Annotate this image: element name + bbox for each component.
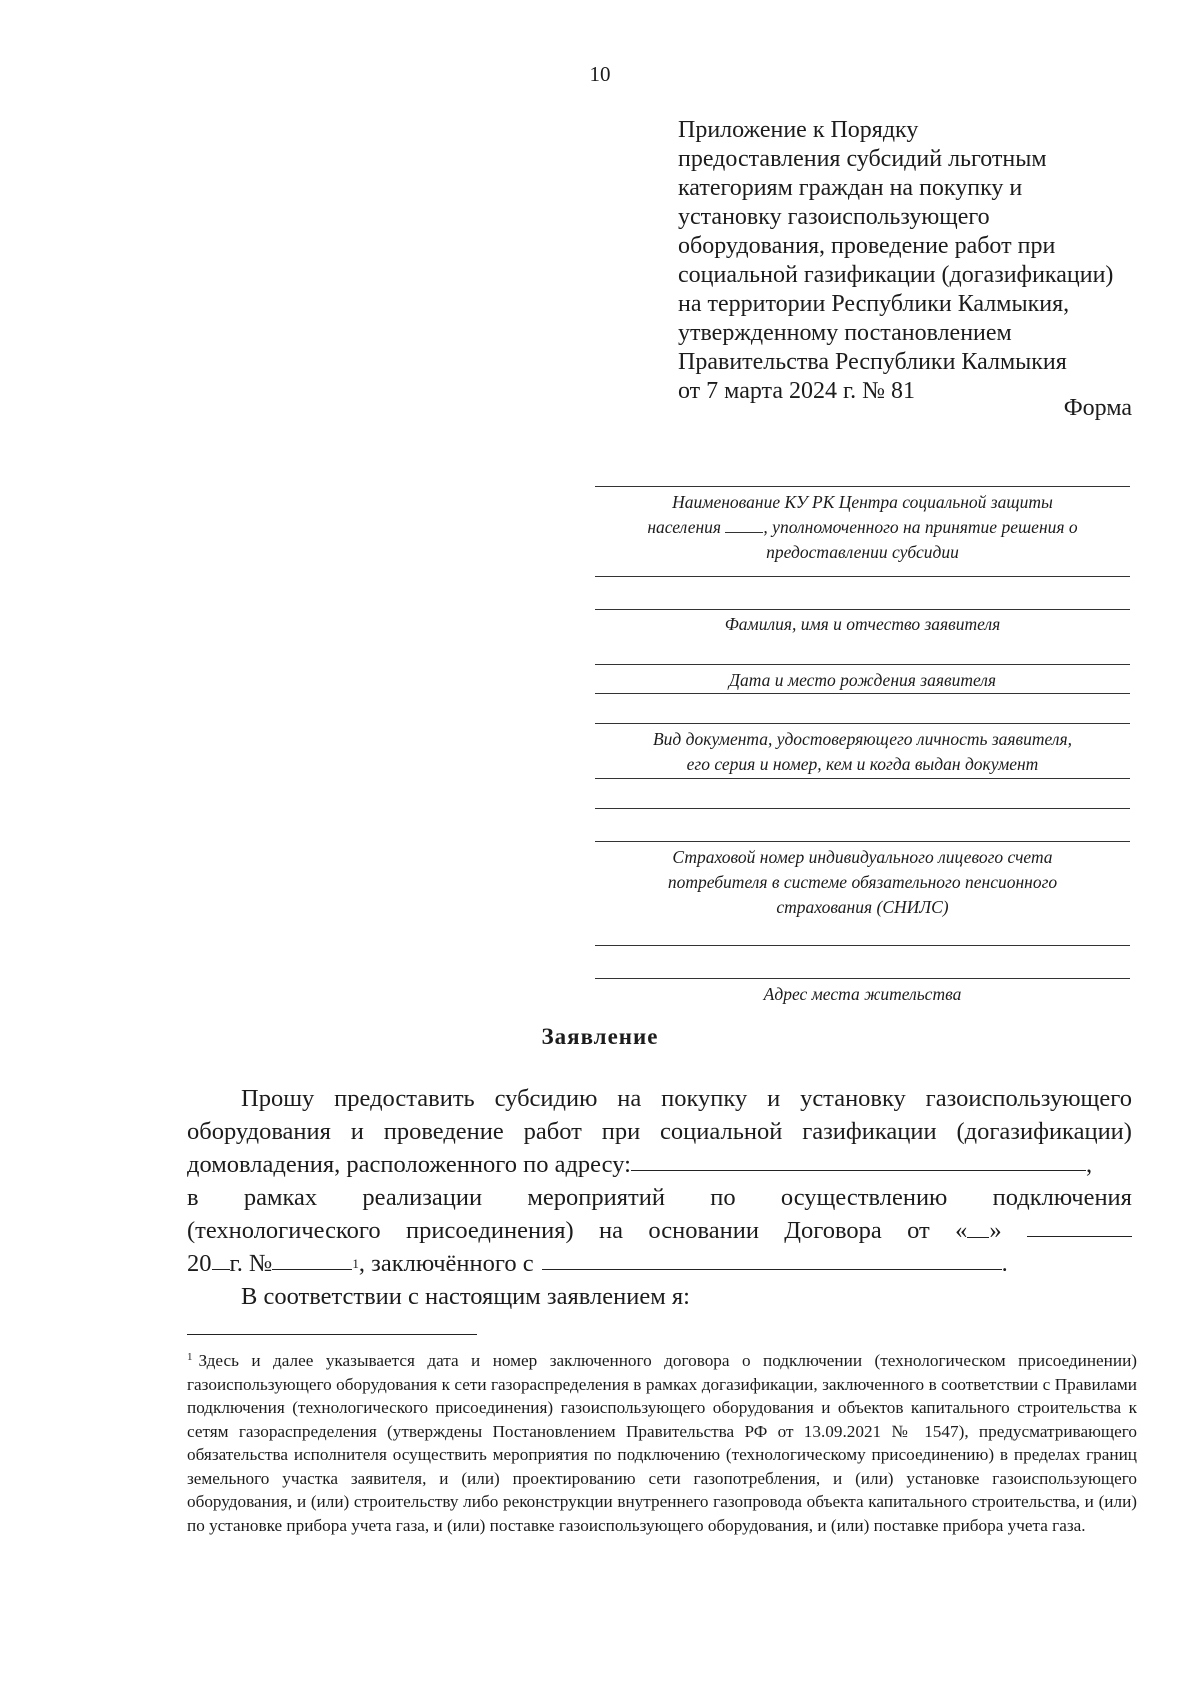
word: (догазификации) [956, 1118, 1132, 1145]
snils-caption-line: страхования (СНИЛС) [776, 897, 949, 917]
contract-number-blank[interactable] [272, 1247, 352, 1270]
word: при [601, 1118, 641, 1145]
id-doc-caption [595, 727, 1130, 777]
year-prefix: 20 [187, 1250, 212, 1277]
authority-caption-part: населения [647, 517, 722, 537]
word: оборудования [187, 1118, 331, 1145]
contractor-label: , заключённого с [358, 1250, 534, 1277]
appendix-line: оборудования, проведение работ при [678, 233, 1056, 259]
footnote-ref: 1 [352, 1256, 359, 1271]
footnote [187, 1346, 1137, 1537]
appendix-line: от 7 марта 2024 г. № 81 [678, 378, 915, 404]
contract-day-blank[interactable] [967, 1215, 989, 1238]
body-line-4 [187, 1181, 1132, 1214]
footnote-marker: 1 [187, 1351, 193, 1363]
district-blank[interactable] [725, 516, 763, 533]
address-label: домовладения, расположенного по адресу: [187, 1151, 631, 1178]
document-title: Заявление [541, 1024, 659, 1049]
body-line-2 [187, 1115, 1132, 1148]
id-doc-field-line[interactable] [595, 723, 1130, 724]
word: от [907, 1217, 930, 1244]
snils-field-line[interactable] [595, 841, 1130, 842]
word: субсидию [494, 1085, 598, 1112]
word: присоединения) [405, 1217, 574, 1244]
snils-field-line[interactable] [595, 808, 1130, 809]
word: мероприятий [527, 1184, 665, 1211]
snils-caption-line: потребителя в системе обязательного пенсионного [667, 872, 1058, 892]
word: рамках [243, 1184, 318, 1211]
application-body [187, 1082, 1132, 1313]
word: Прошу [241, 1085, 315, 1112]
punctuation: . [1001, 1250, 1008, 1277]
word: социальной [660, 1118, 783, 1145]
contractor-blank[interactable] [542, 1247, 1002, 1270]
number-label: г. № [229, 1250, 273, 1277]
fio-caption: Фамилия, имя и отчество заявителя [724, 614, 1001, 634]
appendix-line: Правительства Республики Калмыкия [678, 349, 1067, 375]
form-label: Форма [1063, 395, 1132, 421]
contract-day [955, 1214, 1002, 1247]
appendix-header [678, 116, 1148, 406]
word: осуществлению [780, 1184, 948, 1211]
fio-field-line[interactable] [595, 609, 1130, 610]
body-line-3 [187, 1148, 1132, 1181]
address-blank[interactable] [631, 1148, 1086, 1171]
authority-caption [595, 490, 1130, 565]
authority-caption-line [595, 515, 1130, 540]
word: на [617, 1085, 642, 1112]
word: Договора [784, 1217, 882, 1244]
word: газификации [802, 1118, 937, 1145]
id-doc-field-line[interactable] [595, 778, 1130, 779]
address-field-line[interactable] [595, 978, 1130, 979]
birth-caption: Дата и место рождения заявителя [728, 670, 997, 690]
authority-caption-part: , уполномоченного на принятие решения о [763, 517, 1078, 537]
authority-caption-line: предоставлении субсидии [766, 542, 959, 562]
word: подключения [992, 1184, 1132, 1211]
appendix-line: предоставления субсидий льготным [678, 146, 1047, 172]
word: в [187, 1184, 199, 1211]
address-caption: Адрес места жительства [763, 984, 962, 1004]
footnote-text: Здесь и далее указывается дата и номер заключенного договора о подключении (технологическом присоединении) газоиспользующего оборудования к сети газораспределения в рамках догазификации, заключенного в соответствии с Правилами подключения (технологического присоединения) газоиспользующего оборудования и объектов капитального строительства к сетям газораспределения (утверждены Постановлением Правительства РФ от 13.09.2021 № 1547), предусматривающего обязательства исполнителя осуществить мероприятия по подключению (технологическому присоединению) в пределах границ земельного участка заявителя, и (или) проектированию сети газопотребления, и (или) установке газоиспользующего оборудования, и (или) строительству либо реконструкции внутреннего газопровода объекта капитального строительства, и (или) по установке прибора учета газа, и (или) поставке газоиспользующего оборудования, и (или) поставке прибора учета газа. [187, 1351, 1137, 1535]
word: установку [800, 1085, 906, 1112]
appendix-line: на территории Республики Калмыкия, [678, 291, 1070, 317]
word: реализации [362, 1184, 483, 1211]
snils-caption-line: Страховой номер индивидуального лицевого счета [672, 847, 1053, 867]
footnote-separator [187, 1334, 477, 1335]
appendix-line: утвержденному постановлением [678, 320, 1012, 346]
id-doc-caption-line: его серия и номер, кем и когда выдан документ [686, 754, 1039, 774]
word: на [599, 1217, 624, 1244]
body-line-7: В соответствии с настоящим заявлением я: [241, 1283, 690, 1310]
word: основании [648, 1217, 759, 1244]
word: предоставить [334, 1085, 475, 1112]
contract-year-blank[interactable] [212, 1247, 230, 1270]
word: проведение [383, 1118, 504, 1145]
body-line-6 [187, 1247, 1132, 1280]
word: и [350, 1118, 364, 1145]
appendix-line: установку газоиспользующего [678, 204, 990, 230]
word: работ [523, 1118, 582, 1145]
birth-field-line[interactable] [595, 664, 1130, 665]
page-number: 10 [589, 62, 611, 86]
snils-caption [595, 845, 1130, 920]
body-line-1 [187, 1082, 1132, 1115]
word: (технологического [187, 1217, 381, 1244]
appendix-line: социальной газификации (догазификации) [678, 262, 1114, 288]
quote-close: » [989, 1217, 1002, 1244]
birth-field-line[interactable] [595, 693, 1130, 694]
word: газоиспользующего [925, 1085, 1132, 1112]
contract-month-blank[interactable] [1027, 1214, 1132, 1237]
authority-field-line[interactable] [595, 576, 1130, 577]
word: и [767, 1085, 781, 1112]
address-field-line[interactable] [595, 945, 1130, 946]
appendix-line: категориям граждан на покупку и [678, 175, 1023, 201]
body-line-5 [187, 1214, 1132, 1247]
authority-caption-line: Наименование КУ РК Центра социальной защиты [672, 492, 1053, 512]
punctuation: , [1085, 1151, 1093, 1178]
id-doc-caption-line: Вид документа, удостоверяющего личность заявителя, [652, 729, 1073, 749]
quote-open: « [955, 1217, 968, 1244]
word: покупку [661, 1085, 748, 1112]
word: по [710, 1184, 736, 1211]
authority-field-line[interactable] [595, 486, 1130, 487]
appendix-line: Приложение к Порядку [678, 117, 919, 143]
